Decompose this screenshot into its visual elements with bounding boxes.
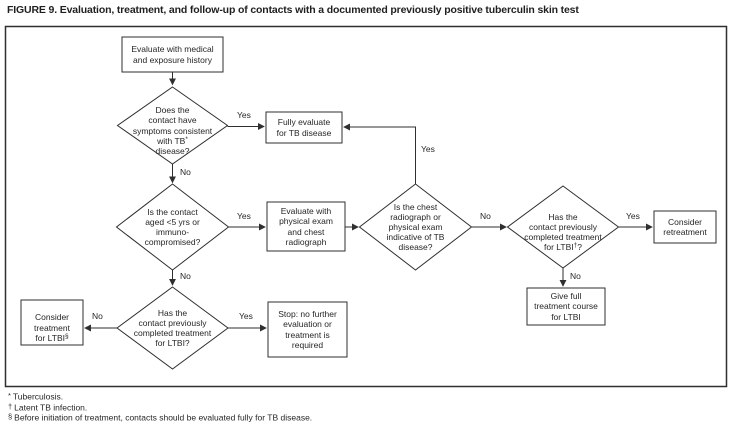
edge-label-radiograph-no: No bbox=[480, 211, 491, 221]
footnote-marker-dagger: † bbox=[8, 401, 13, 411]
decision-symptoms-text: Does the contact have symptoms consistent with TB bbox=[132, 105, 213, 146]
process-box-consider-retreatment bbox=[654, 211, 716, 243]
decision-diamond-prev-treatment bbox=[508, 186, 619, 268]
process-box-evaluate-history bbox=[122, 37, 223, 72]
process-box-physical-exam bbox=[267, 202, 345, 251]
edge-label-prev-treatment-yes: Yes bbox=[626, 211, 640, 221]
edge-label-lower-no: No bbox=[92, 311, 103, 321]
footnote-marker-asterisk: * bbox=[8, 391, 11, 400]
decision-diamond-symptoms bbox=[118, 87, 228, 164]
decision-diamond-prev-treatment-lower bbox=[117, 287, 228, 369]
decision-prev-treatment-text-end: ? bbox=[577, 242, 582, 253]
footnote-text: Latent TB infection. bbox=[14, 402, 88, 412]
decision-prev-treatment-text: Has the contact previously completed treatment for LTBI bbox=[524, 211, 602, 253]
edge-label-symptoms-no: No bbox=[180, 167, 191, 177]
footnote-before-initiation bbox=[8, 412, 312, 423]
asterisk-superscript: * bbox=[185, 135, 188, 143]
edge-label-radiograph-yes: Yes bbox=[421, 144, 435, 154]
arrow-radiograph-yes-to-fully-evaluate bbox=[345, 127, 416, 184]
node-fully-evaluate: Fully evaluate for TB disease bbox=[276, 117, 332, 138]
decision-prev-treatment-lower: Has the contact previously completed treatment for LTBI? bbox=[133, 307, 212, 349]
decision-symptoms-text-end: disease? bbox=[155, 145, 190, 156]
process-box-fully-evaluate bbox=[266, 112, 342, 143]
footnote-text: Before initiation of treatment, contacts should be evaluated fully for TB disease. bbox=[14, 412, 313, 423]
process-box-full-course bbox=[527, 288, 605, 325]
figure-title: FIGURE 9. Evaluation, treatment, and follow-up of contacts with a documented previously positive tuberculin skin test bbox=[7, 4, 579, 16]
footnote-ltbi bbox=[8, 402, 312, 413]
decision-radiograph: Is the chest radiograph or physical exam indicative of TB disease? bbox=[386, 201, 445, 253]
node-full-course-ltbi: Give full treatment course for LTBI bbox=[534, 291, 598, 322]
node-physical-exam: Evaluate with physical exam and chest radiograph bbox=[279, 206, 333, 247]
section-superscript: § bbox=[64, 332, 69, 340]
dagger-superscript: † bbox=[573, 242, 578, 250]
footnote-text: Tuberculosis. bbox=[12, 391, 64, 402]
footnote-marker-section: § bbox=[8, 412, 13, 421]
footnote-tuberculosis bbox=[8, 391, 312, 402]
node-stop: Stop: no further evaluation or treatment is required bbox=[278, 309, 337, 350]
edge-label-age-no: No bbox=[180, 271, 191, 281]
flowchart-border bbox=[6, 27, 727, 387]
process-box-stop bbox=[268, 302, 347, 357]
decision-age-immuno: Is the contact aged <5 yrs or immuno- compromised? bbox=[144, 206, 201, 248]
node-evaluate-history: Evaluate with medical and exposure history bbox=[131, 44, 214, 65]
edge-label-symptoms-yes: Yes bbox=[237, 110, 251, 120]
edge-label-lower-yes: Yes bbox=[239, 311, 253, 321]
decision-diamond-radiograph bbox=[360, 184, 472, 270]
process-box-consider-treatment bbox=[21, 300, 83, 345]
node-consider-treatment-text: Consider treatment for LTBI bbox=[34, 312, 70, 343]
footnotes bbox=[8, 391, 312, 423]
edge-label-prev-treatment-no: No bbox=[570, 271, 581, 281]
decision-diamond-age-immuno bbox=[117, 184, 229, 270]
edge-label-age-yes: Yes bbox=[237, 211, 251, 221]
node-consider-retreatment: Consider retreatment bbox=[663, 216, 707, 237]
